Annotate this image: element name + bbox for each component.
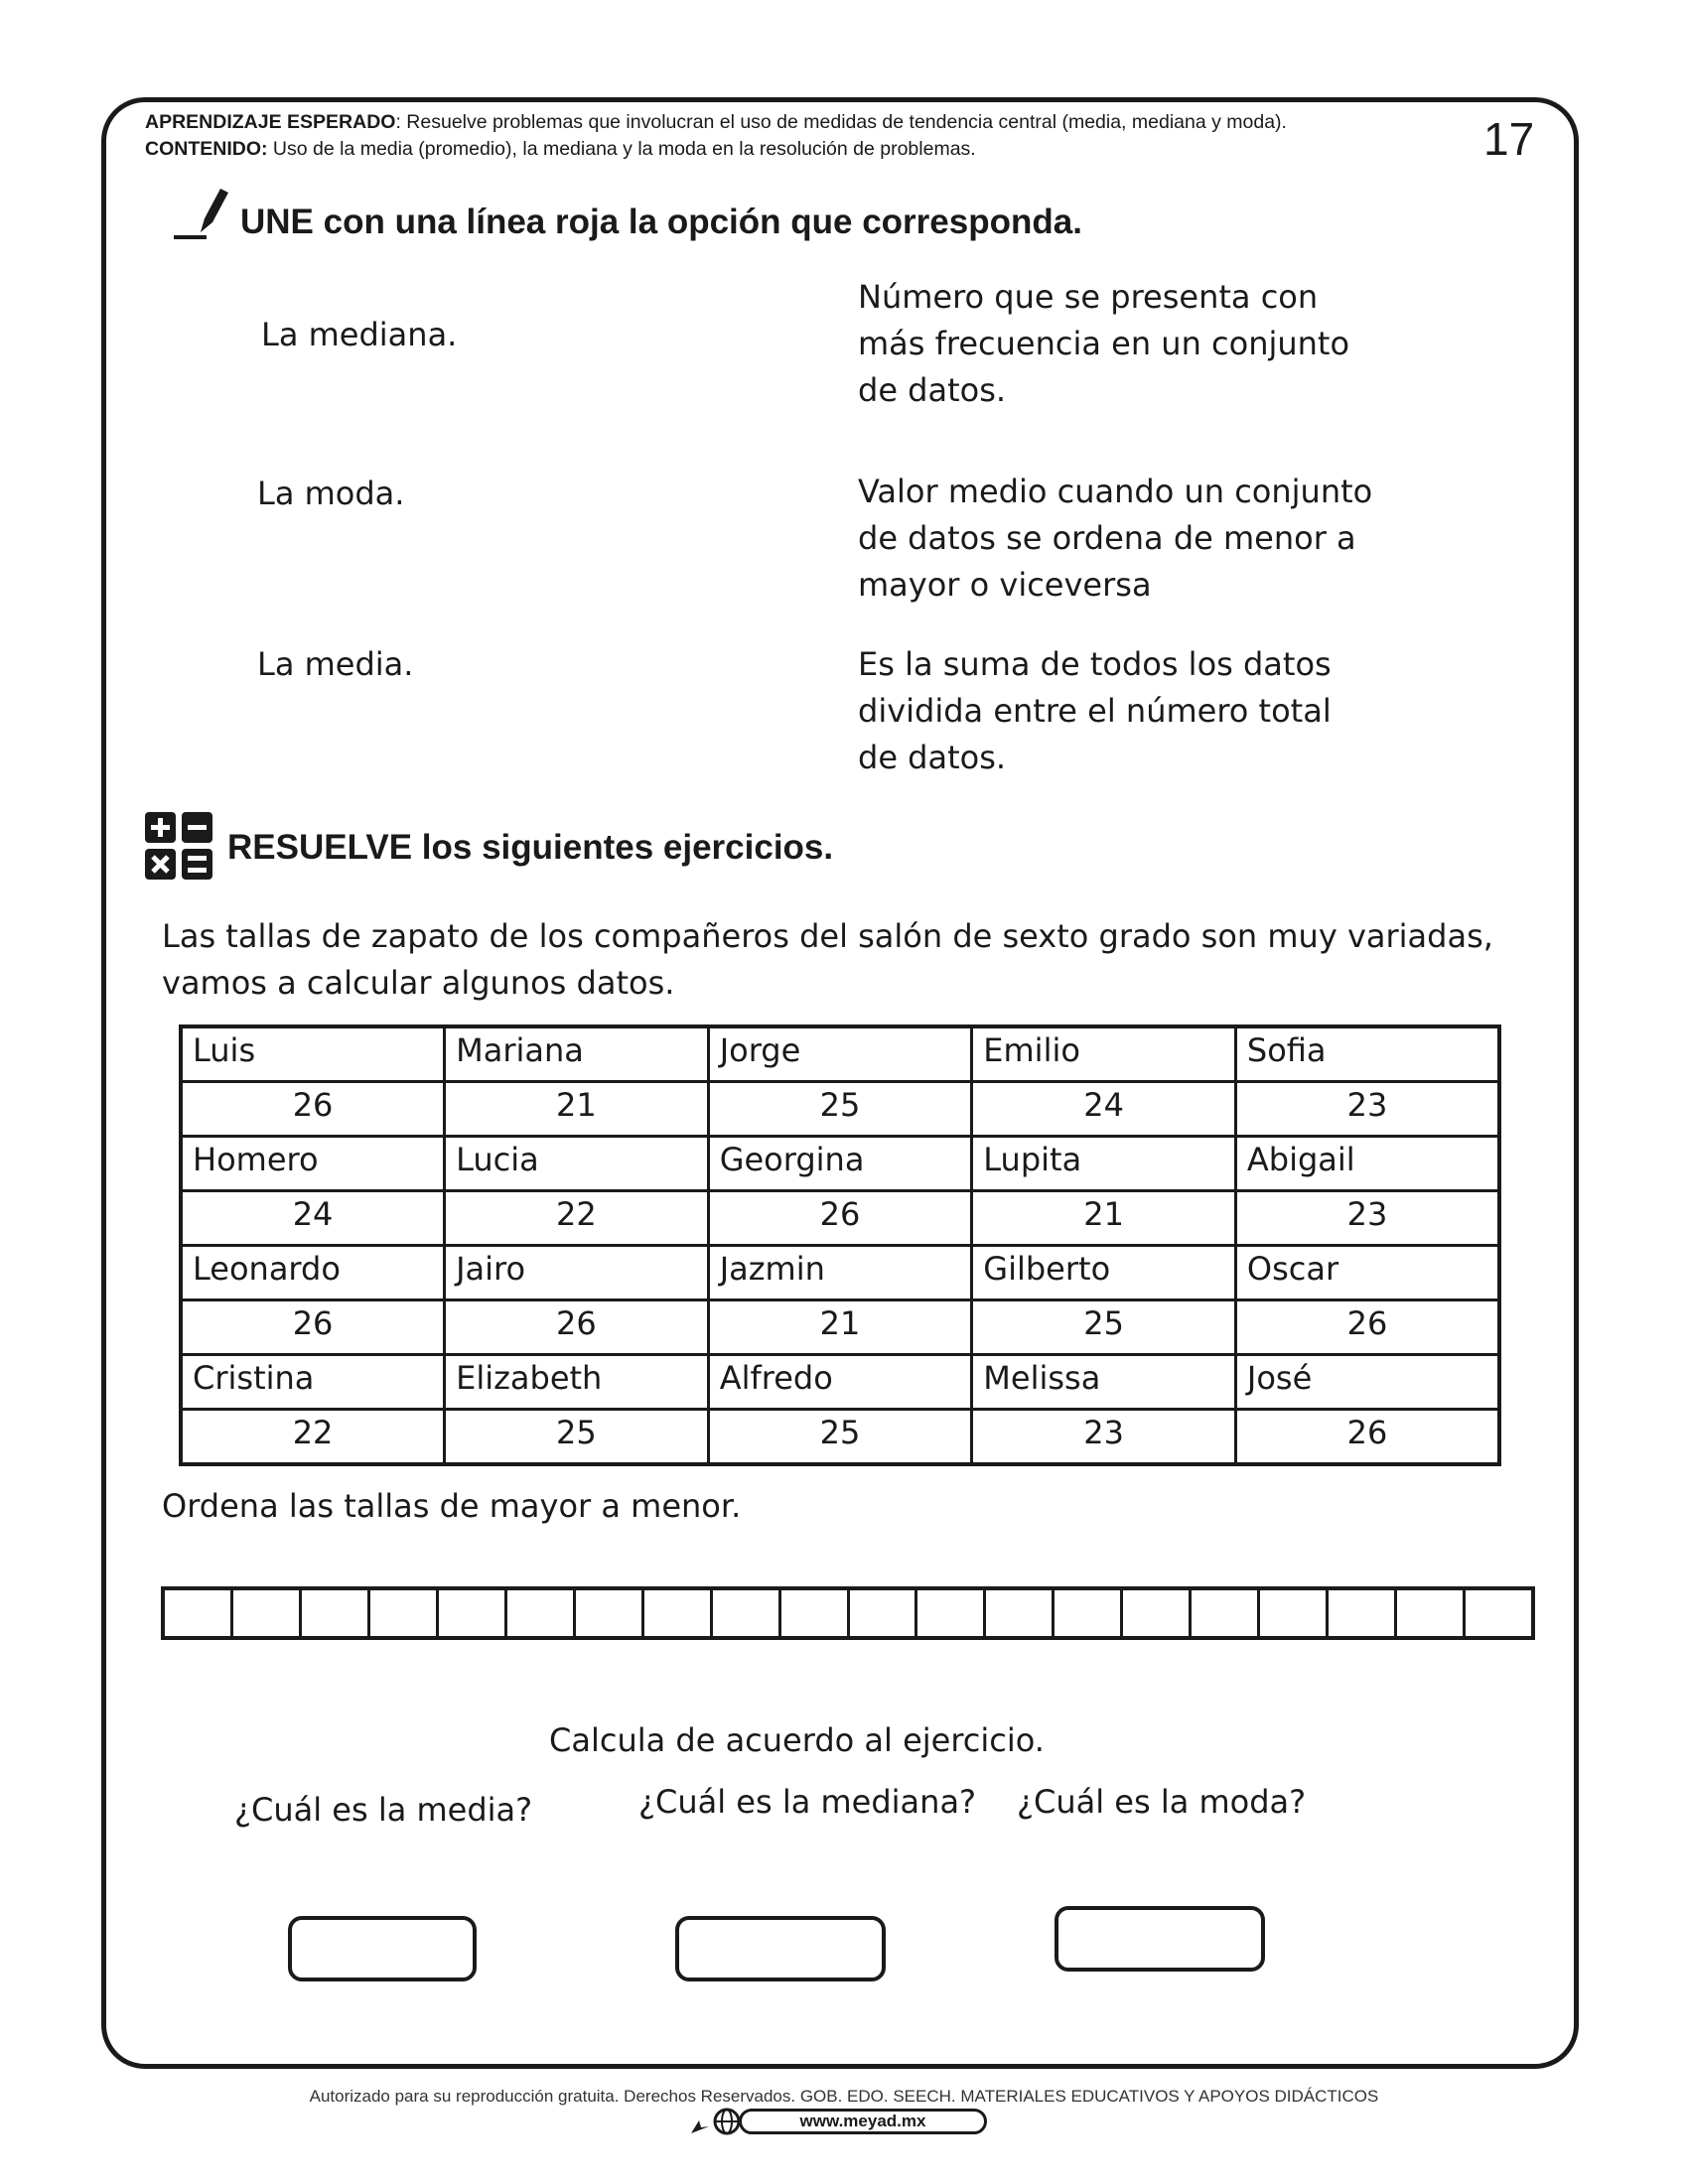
answer-cell[interactable] [713, 1590, 781, 1636]
answer-cell[interactable] [1466, 1590, 1531, 1636]
shoe-size: 26 [1235, 1300, 1499, 1355]
answer-cell[interactable] [370, 1590, 439, 1636]
student-name: Alfredo [708, 1355, 972, 1410]
definition-line: Número que se presenta con [858, 278, 1319, 316]
student-name: Lupita [972, 1137, 1236, 1191]
table-row-names [181, 1246, 1499, 1300]
shoe-size: 25 [445, 1410, 709, 1465]
shoe-size: 22 [181, 1410, 445, 1465]
calculator-icon [145, 812, 212, 880]
student-name: Sofia [1235, 1026, 1499, 1082]
order-prompt: Ordena las tallas de mayor a menor. [162, 1487, 742, 1525]
answer-cell[interactable] [1123, 1590, 1192, 1636]
answer-cell[interactable] [233, 1590, 302, 1636]
answer-cell[interactable] [1397, 1590, 1466, 1636]
shoe-size: 26 [181, 1300, 445, 1355]
learning-goal-text: : Resuelve problemas que involucran el uso de medidas de tendencia central (media, mediana y moda). [395, 111, 1287, 133]
shoe-size: 23 [1235, 1082, 1499, 1137]
student-name: Luis [181, 1026, 445, 1082]
shoe-size: 24 [181, 1191, 445, 1246]
shoe-size-table [179, 1024, 1501, 1466]
student-name: Melissa [972, 1355, 1236, 1410]
calc-prompt: Calcula de acuerdo al ejercicio. [549, 1721, 1045, 1759]
table-row-sizes [181, 1191, 1499, 1246]
student-name: Jairo [445, 1246, 709, 1300]
table-row-names [181, 1026, 1499, 1082]
student-name: Cristina [181, 1355, 445, 1410]
term-mediana: La mediana. [261, 316, 458, 353]
definition-line: de datos se ordena de menor a [858, 519, 1356, 557]
student-name: Lucia [445, 1137, 709, 1191]
shoe-size: 21 [972, 1191, 1236, 1246]
intro-line: vamos a calcular algunos datos. [162, 964, 675, 1002]
student-name: Leonardo [181, 1246, 445, 1300]
section1-instruction: UNE con una línea roja la opción que corresponda. [240, 203, 1082, 241]
answer-cell[interactable] [1055, 1590, 1123, 1636]
content-label: CONTENIDO: [145, 138, 268, 160]
term-moda: La moda. [257, 475, 405, 512]
student-name: Jazmin [708, 1246, 972, 1300]
shoe-size: 25 [972, 1300, 1236, 1355]
definition-line: de datos. [858, 371, 1007, 409]
definition-line: Es la suma de todos los datos [858, 645, 1332, 683]
table-row-sizes [181, 1410, 1499, 1465]
question-moda: ¿Cuál es la moda? [1017, 1783, 1307, 1821]
definition-moda [858, 274, 1349, 414]
student-name: Jorge [708, 1026, 972, 1082]
learning-goal-label: APRENDIZAJE ESPERADO [145, 111, 396, 133]
answer-cell[interactable] [576, 1590, 644, 1636]
shoe-size: 22 [445, 1191, 709, 1246]
learning-goal [145, 109, 1287, 135]
student-name: Oscar [1235, 1246, 1499, 1300]
student-name: Mariana [445, 1026, 709, 1082]
copyright-notice: Autorizado para su reproducción gratuita. Derechos Reservados. GOB. EDO. SEECH. MATERIALES EDUCATIVOS Y APOYOS DIDÁCTICOS [309, 2087, 1379, 2106]
table-row-names [181, 1355, 1499, 1410]
definition-line: Valor medio cuando un conjunto [858, 473, 1373, 510]
shoe-size: 25 [708, 1410, 972, 1465]
intro-line: Las tallas de zapato de los compañeros del salón de sexto grado son muy variadas, [162, 917, 1493, 955]
shoe-size: 26 [708, 1191, 972, 1246]
shoe-size: 26 [445, 1300, 709, 1355]
content-line [145, 136, 976, 162]
answer-cell[interactable] [507, 1590, 576, 1636]
question-mediana: ¿Cuál es la mediana? [638, 1783, 977, 1821]
table-row-names [181, 1137, 1499, 1191]
definition-mediana [858, 469, 1372, 609]
answer-cell[interactable] [302, 1590, 370, 1636]
page-number: 17 [1483, 113, 1535, 165]
definition-line: mayor o viceversa [858, 566, 1152, 604]
shoe-size: 26 [1235, 1410, 1499, 1465]
answer-cell[interactable] [644, 1590, 713, 1636]
shoe-size: 23 [1235, 1191, 1499, 1246]
answer-cell[interactable] [165, 1590, 233, 1636]
student-name: Homero [181, 1137, 445, 1191]
answer-cell[interactable] [1192, 1590, 1260, 1636]
shoe-size: 26 [181, 1082, 445, 1137]
answer-cell[interactable] [439, 1590, 507, 1636]
definition-line: de datos. [858, 739, 1007, 776]
definition-media [858, 641, 1332, 781]
pencil-icon [171, 185, 228, 242]
answer-cell[interactable] [1260, 1590, 1329, 1636]
answer-cell[interactable] [781, 1590, 850, 1636]
exercise-intro [162, 913, 1493, 1007]
student-name: Gilberto [972, 1246, 1236, 1300]
answer-cell[interactable] [1329, 1590, 1397, 1636]
content-text: Uso de la media (promedio), la mediana y la moda en la resolución de problemas. [267, 138, 976, 160]
moda-answer-box[interactable] [1055, 1906, 1265, 1972]
table-row-sizes [181, 1300, 1499, 1355]
shoe-size: 23 [972, 1410, 1236, 1465]
shoe-size: 25 [708, 1082, 972, 1137]
shoe-size: 21 [708, 1300, 972, 1355]
definition-line: más frecuencia en un conjunto [858, 325, 1350, 362]
shoe-size: 24 [972, 1082, 1236, 1137]
answer-cell[interactable] [850, 1590, 918, 1636]
student-name: Emilio [972, 1026, 1236, 1082]
student-name: Georgina [708, 1137, 972, 1191]
definition-line: dividida entre el número total [858, 692, 1332, 730]
question-media: ¿Cuál es la media? [234, 1791, 533, 1829]
student-name: José [1235, 1355, 1499, 1410]
website-link[interactable]: www.meyad.mx [799, 2112, 926, 2130]
shoe-size: 21 [445, 1082, 709, 1137]
section2-instruction: RESUELVE los siguientes ejercicios. [227, 828, 834, 867]
globe-cursor-icon [689, 2107, 745, 2136]
order-answer-row [161, 1586, 1535, 1640]
media-answer-box[interactable] [288, 1916, 477, 1981]
website-pill[interactable] [739, 2109, 987, 2134]
answer-cell[interactable] [917, 1590, 986, 1636]
mediana-answer-box[interactable] [675, 1916, 886, 1981]
answer-cell[interactable] [986, 1590, 1055, 1636]
table-row-sizes [181, 1082, 1499, 1137]
term-media: La media. [257, 645, 414, 683]
student-name: Elizabeth [445, 1355, 709, 1410]
student-name: Abigail [1235, 1137, 1499, 1191]
